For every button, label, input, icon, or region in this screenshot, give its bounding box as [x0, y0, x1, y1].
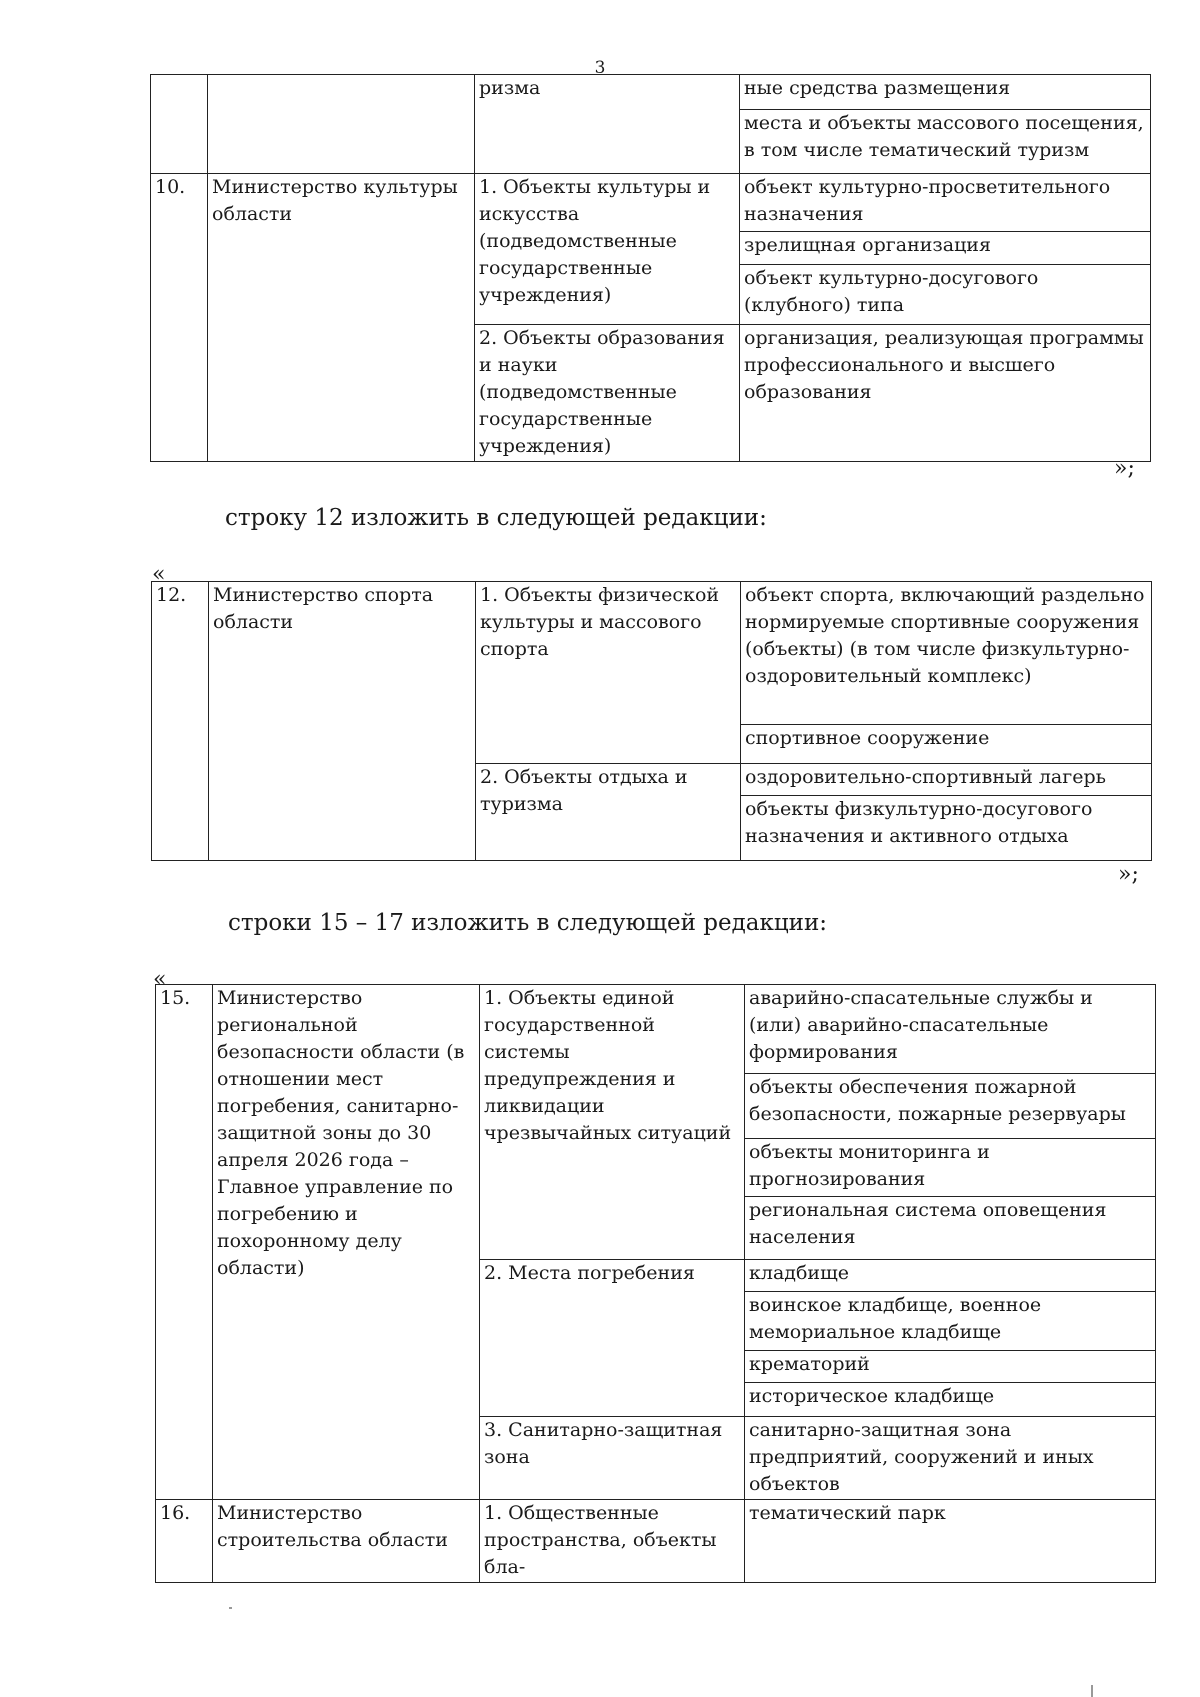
object-type-cell: санитарно-защитная зона предприятий, сооружений и иных объектов	[745, 1417, 1156, 1500]
object-type-cell: воинское кладбище, военное мемориальное кладбище	[745, 1292, 1156, 1351]
table-row-12	[151, 581, 1152, 861]
table-continuation	[150, 74, 1151, 462]
scan-artifact	[1091, 1685, 1093, 1697]
object-type-cell: объект культурно-досугового (клубного) типа	[740, 265, 1151, 325]
opening-quote: «	[153, 967, 167, 992]
category-cell: 1. Объекты культуры и искусства (подведомственные государственные учреждения)	[475, 174, 740, 325]
object-type-cell: спортивное сооружение	[741, 725, 1152, 764]
category-cell: 2. Места погребения	[480, 1260, 745, 1417]
object-type-cell: тематический парк	[745, 1500, 1156, 1583]
category-cell: 1. Объекты физической культуры и массового спорта	[476, 582, 741, 764]
instruction-row-12: строку 12 изложить в следующей редакции:	[225, 505, 767, 531]
object-type-cell: объекты обеспечения пожарной безопасности, пожарные резервуары	[745, 1074, 1156, 1139]
object-type-cell: оздоровительно-спортивный лагерь	[741, 764, 1152, 796]
number-cell	[151, 75, 208, 174]
ministry-cell: Министерство строительства области	[213, 1500, 480, 1583]
opening-quote: «	[152, 562, 166, 587]
row-number: 16.	[156, 1500, 213, 1583]
category-cell: 1. Объекты единой государственной системы предупреждения и ликвидации чрезвычайных ситуаций	[480, 985, 745, 1260]
ministry-cell: Министерство региональной безопасности области (в отношении мест погребения, санитарно-защитной зоны до 30 апреля 2026 года – Главное управление по погребению и похоронному делу области)	[213, 985, 480, 1500]
row-number: 15.	[156, 985, 213, 1500]
ministry-cell: Министерство культуры области	[208, 174, 475, 462]
object-type-cell: кладбище	[745, 1260, 1156, 1292]
object-type-cell: ные средства размещения	[740, 75, 1151, 110]
scan-artifact	[229, 1607, 232, 1609]
category-cell: ризма	[475, 75, 740, 174]
table-rows-15-17	[155, 984, 1156, 1583]
object-type-cell: места и объекты массового посещения, в том числе тематический туризм	[740, 110, 1151, 174]
object-type-cell: историческое кладбище	[745, 1383, 1156, 1417]
object-type-cell: организация, реализующая программы профессионального и высшего образования	[740, 325, 1151, 462]
object-type-cell: зрелищная организация	[740, 232, 1151, 265]
page-number: 3	[594, 58, 606, 78]
closing-quote: »;	[1114, 456, 1135, 481]
closing-quote: »;	[1118, 862, 1139, 887]
category-cell: 2. Объекты образования и науки (подведомственные государственные учреждения)	[475, 325, 740, 462]
category-cell: 3. Санитарно-защитная зона	[480, 1417, 745, 1500]
object-type-cell: крематорий	[745, 1351, 1156, 1383]
ministry-cell: Министерство спорта области	[209, 582, 476, 861]
ministry-cell	[208, 75, 475, 174]
object-type-cell: объекты мониторинга и прогнозирования	[745, 1139, 1156, 1197]
object-type-cell: объект спорта, включающий раздельно нормируемые спортивные сооружения (объекты) (в том числе физкультурно-оздоровительный комплекс)	[741, 582, 1152, 725]
object-type-cell: объекты физкультурно-досугового назначения и активного отдыха	[741, 796, 1152, 861]
object-type-cell: объект культурно-просветительного назначения	[740, 174, 1151, 232]
row-number: 10.	[151, 174, 208, 462]
object-type-cell: аварийно-спасательные службы и (или) аварийно-спасательные формирования	[745, 985, 1156, 1074]
row-number: 12.	[152, 582, 209, 861]
instruction-rows-15-17: строки 15 – 17 изложить в следующей редакции:	[228, 910, 828, 936]
category-cell: 2. Объекты отдыха и туризма	[476, 764, 741, 861]
category-cell: 1. Общественные пространства, объекты бла-	[480, 1500, 745, 1583]
object-type-cell: региональная система оповещения населения	[745, 1197, 1156, 1260]
